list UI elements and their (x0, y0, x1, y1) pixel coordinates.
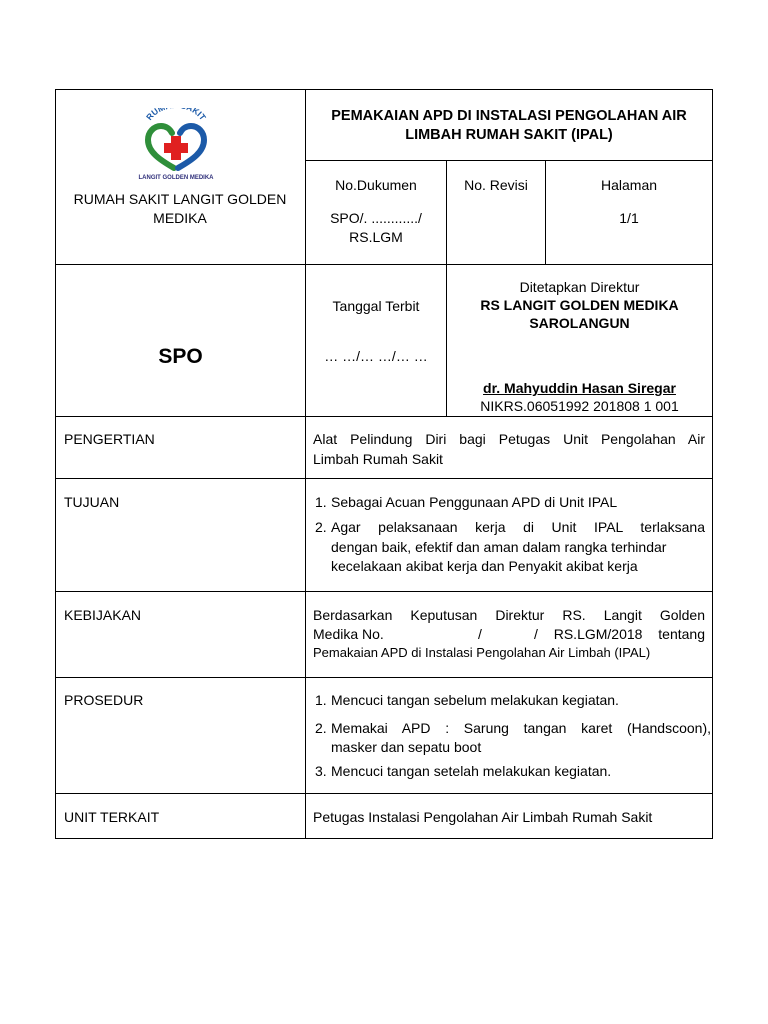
director-nik: NIKRS.06051992 201808 1 001 (480, 398, 679, 414)
unit-terkait-label: UNIT TERKAIT (64, 809, 160, 825)
revision-label: No. Revisi (464, 177, 528, 193)
kebijakan-line-2b: / (478, 626, 482, 642)
spo-divider (55, 416, 713, 417)
list-text: Memakai APD : Sarung tangan karet (Handscoon), (331, 720, 711, 736)
pengertian-line-2: Limbah Rumah Sakit (313, 451, 443, 467)
header-title-divider (305, 160, 713, 161)
hospital-logo (138, 108, 214, 182)
doc-number-value-1: SPO/. ............/ (330, 210, 422, 226)
list-text: Mencuci tangan sebelum melakukan kegiatan. (331, 692, 619, 708)
kebijakan-line-2a: Medika No. (313, 626, 384, 642)
logo-emblem-icon (138, 108, 214, 182)
pengertian-label: PENGERTIAN (64, 431, 155, 447)
list-item (315, 719, 711, 738)
hospital-name: RUMAH SAKIT LANGIT GOLDEN MEDIKA (73, 191, 287, 226)
list-item (315, 518, 705, 537)
list-text-continued: dengan baik, efektif dan aman dalam rangka terhindar (331, 539, 667, 555)
list-number: 1. (315, 494, 327, 510)
document-title: PEMAKAIAN APD DI INSTALASI PENGOLAHAN AIR LIMBAH RUMAH SAKIT (IPAL) (331, 108, 687, 143)
kebijakan-line-1: Berdasarkan Keputusan Direktur RS. Langit Golden (313, 607, 705, 623)
list-item (315, 493, 705, 512)
approval-line-3: SAROLANGUN (529, 315, 630, 331)
list-number: 2. (315, 720, 327, 736)
list-text-continued: kecelakaan akibat kerja dan Penyakit akibat kerja (331, 558, 638, 574)
doc-number-label: No.Dukumen (335, 177, 417, 193)
doc-number-value-2: RS.LGM (349, 229, 403, 245)
pengertian-divider (55, 478, 713, 479)
list-number: 1. (315, 692, 327, 708)
pengertian-line-1: Alat Pelindung Diri bagi Petugas Unit Pengolahan Air (313, 431, 705, 447)
prosedur-label: PROSEDUR (64, 692, 144, 708)
table-border-left (55, 89, 56, 839)
table-border-bottom (55, 838, 713, 839)
tujuan-label: TUJUAN (64, 494, 120, 510)
unit-terkait-value: Petugas Instalasi Pengolahan Air Limbah Rumah Sakit (313, 809, 653, 825)
list-number: 2. (315, 519, 327, 535)
date-issued-label: Tanggal Terbit (332, 298, 420, 314)
list-text-continued: masker dan sepatu boot (331, 739, 482, 755)
kebijakan-line-3: Pemakaian APD di Instalasi Pengolahan Air Limbah (IPAL) (313, 645, 651, 660)
date-issued-value: … …/… …/… … (324, 348, 428, 364)
column-divider (305, 89, 306, 839)
spo-label: SPO (158, 345, 203, 368)
approval-line-2: RS LANGIT GOLDEN MEDIKA (480, 297, 679, 313)
kebijakan-divider (55, 677, 713, 678)
kebijakan-label: KEBIJAKAN (64, 607, 142, 623)
table-border-right (712, 89, 713, 839)
svg-text:RUMAH SAKIT: RUM KIT (144, 108, 209, 123)
kebijakan-line-2c: / RS.LGM/2018 tentang (534, 626, 705, 642)
approval-line-1: Ditetapkan Direktur (519, 279, 640, 295)
svg-text:LANGIT GOLDEN MEDIKA: LANGIT GOLDEN MEDIKA (138, 175, 214, 181)
director-name: dr. Mahyuddin Hasan Siregar (483, 380, 676, 396)
table-border-top (55, 89, 713, 90)
header-divider (55, 264, 713, 265)
list-item (315, 691, 705, 710)
list-item (315, 762, 705, 781)
list-text: Mencuci tangan setelah melakukan kegiatan. (331, 763, 612, 779)
tujuan-divider (55, 591, 713, 592)
page-value: 1/1 (619, 210, 639, 226)
list-text: Agar pelaksanaan kerja di Unit IPAL terlaksana (331, 519, 705, 535)
page-label: Halaman (600, 177, 658, 193)
list-number: 3. (315, 763, 327, 779)
prosedur-divider (55, 793, 713, 794)
list-text: Sebagai Acuan Penggunaan APD di Unit IPAL (331, 494, 618, 510)
